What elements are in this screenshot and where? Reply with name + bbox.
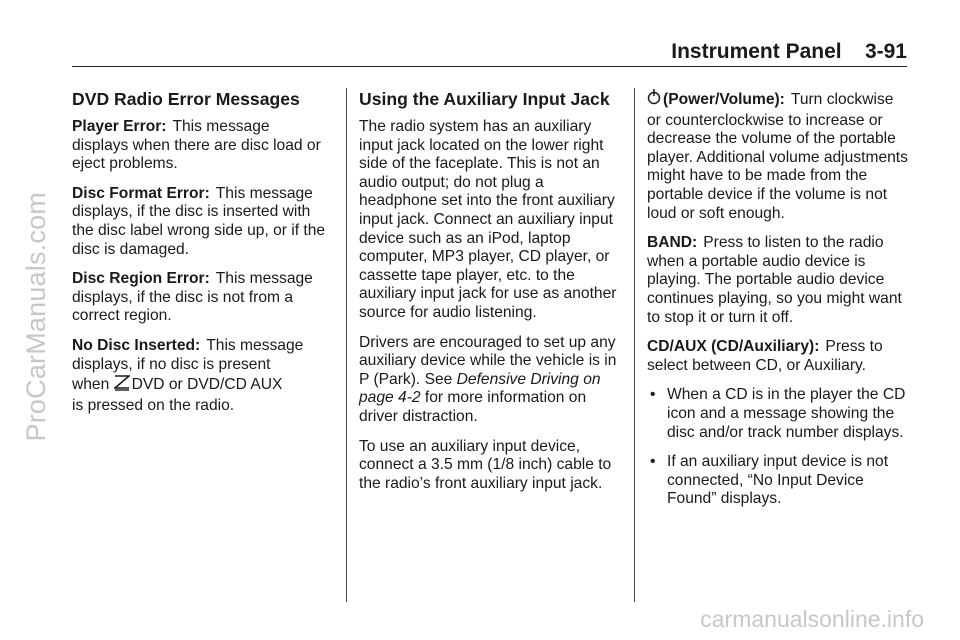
when-prefix: when — [72, 376, 110, 394]
column-divider-2 — [634, 88, 635, 602]
page-header — [72, 36, 907, 67]
power-text: Turn clockwise or counterclockwise to increase or decrease the volume of the portable player. Additional volume adjustments might have to be made from the portable device if the volume is not loud or soft enough. — [647, 91, 908, 222]
side-watermark: ProCarManuals.com — [21, 192, 51, 442]
list-item-text: When a CD is in the player the CD icon and a message showing the disc and/or track number displays. — [667, 386, 906, 441]
error-text: This message displays, if the disc is inserted with the disc label wrong side up, or if the disc is damaged. — [72, 184, 326, 258]
column-dvd-errors — [72, 88, 328, 426]
band-text: Press to listen to the radio when a portable audio device is playing. The portable audio device continues playing, so you might want to stop it or turn it off. — [647, 234, 902, 326]
error-item — [72, 270, 328, 326]
list-item-text: If an auxiliary input device is not connected, “No Input Device Found” displays. — [667, 453, 889, 508]
power-icon — [647, 88, 661, 112]
error-item — [72, 185, 328, 259]
section-heading-aux-input: Using the Auxiliary Input Jack — [359, 89, 610, 109]
section-heading-dvd-errors: DVD Radio Error Messages — [72, 89, 300, 109]
error-text: This message displays when there are disc load or eject problems. — [72, 118, 321, 173]
power-term: (Power/Volume): — [663, 91, 785, 108]
error-item — [72, 118, 328, 174]
header-title: Instrument Panel 3-91 — [671, 40, 907, 63]
error-term: Disc Format Error: — [72, 184, 210, 202]
dvd-button-label: DVD or DVD/CD AUX — [131, 376, 283, 394]
aux-paragraph: The radio system has an auxiliary input jack located on the lower right side of the faceplate. This is not an audio output; do not plug a headphone set into the front auxiliary input jack. Connect an auxiliary input device such as an iPod, laptop computer, MP3 player, CD player, or cassette tape player, etc. to the auxiliary input jack for use as another source for audio listening. — [359, 118, 617, 321]
cross-reference-link[interactable]: Defensive Driving on page 4‑2 — [359, 370, 601, 407]
bottom-watermark: carmanualsonline.info — [700, 606, 924, 632]
error-term: No Disc Inserted: — [72, 336, 201, 354]
band-term: BAND: — [647, 234, 698, 252]
dvd-eject-icon — [114, 374, 130, 397]
bullet-glyph: • — [650, 453, 656, 471]
cdaux-bullet-list — [647, 386, 911, 509]
column-divider-1 — [346, 88, 347, 602]
error-item — [72, 337, 328, 415]
bullet-glyph: • — [650, 386, 656, 404]
column-controls — [647, 88, 911, 520]
cdaux-text: Press to select between CD, or Auxiliary. — [647, 338, 883, 374]
list-item — [647, 386, 911, 442]
aux-paragraph: To use an auxiliary input device, connect a 3.5 mm (1/8 inch) cable to the radio’s front auxiliary input jack. — [359, 437, 612, 492]
error-term: Player Error: — [72, 118, 167, 135]
power-item — [647, 88, 911, 223]
cdaux-item — [647, 338, 911, 375]
list-item — [647, 453, 911, 509]
paragraph-text: for more information on driver distraction. — [359, 389, 587, 425]
error-term: Disc Region Error: — [72, 270, 210, 288]
when-suffix: is pressed on the radio. — [72, 396, 235, 414]
paragraph-text: Drivers are encouraged to set up any auxiliary device while the vehicle is in P (Park). See — [359, 333, 617, 388]
aux-paragraph — [359, 334, 621, 427]
column-aux-input — [359, 88, 621, 504]
error-text: This message displays, if no disc is present — [72, 336, 304, 373]
band-item — [647, 234, 911, 327]
error-text: This message displays, if the disc is not from a correct region. — [72, 270, 313, 325]
cdaux-term: CD/AUX (CD/Auxiliary): — [647, 338, 820, 356]
